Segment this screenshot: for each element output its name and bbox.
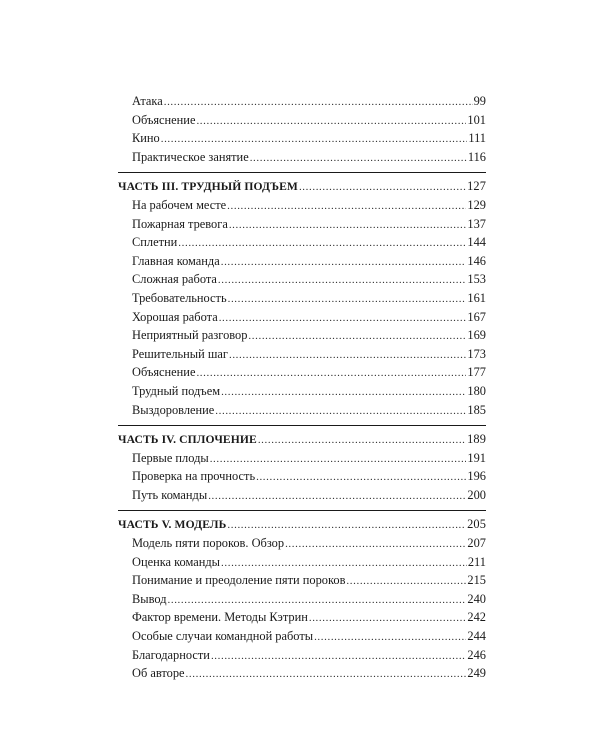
toc-entry-title: Выздоровление — [132, 402, 215, 417]
toc-entry-page: 207 — [467, 536, 486, 551]
toc-part-title: ЧАСТЬ V. МОДЕЛЬ — [118, 518, 227, 532]
dot-leader — [168, 591, 467, 610]
toc-entry-page: 242 — [467, 610, 486, 625]
toc-entry-title: Требовательность — [132, 290, 227, 305]
dot-leader — [208, 487, 466, 506]
toc-entry-title: Неприятный разговор — [132, 328, 248, 343]
toc-entry-title: Сложная работа — [132, 272, 217, 287]
toc-entry-title: Сплетни — [132, 235, 178, 250]
dot-leader — [256, 468, 466, 487]
toc-entry-page: 153 — [467, 272, 486, 287]
toc-entry[interactable] — [118, 590, 486, 609]
toc-entry-page: 215 — [467, 573, 486, 588]
toc-entry[interactable] — [118, 664, 486, 683]
toc-entry[interactable] — [118, 252, 486, 271]
toc-entry-title: Главная команда — [132, 253, 220, 268]
toc-entry-title: Благодарности — [132, 647, 210, 662]
toc-entry-title: Вывод — [132, 591, 167, 606]
dot-leader — [229, 346, 466, 365]
dot-leader — [227, 516, 466, 535]
dot-leader — [227, 197, 466, 216]
dot-leader — [229, 216, 467, 235]
toc-part-heading[interactable] — [118, 430, 486, 449]
dot-leader — [221, 554, 467, 573]
toc-entry[interactable] — [118, 345, 486, 364]
toc-entry-title: Пожарная тревога — [132, 216, 228, 231]
toc-entry-page: 101 — [467, 112, 486, 127]
toc-entry-page: 185 — [467, 402, 486, 417]
dot-leader — [186, 665, 467, 684]
section-divider — [118, 510, 486, 511]
table-of-contents — [118, 92, 486, 689]
section-divider — [118, 425, 486, 426]
dot-leader — [218, 271, 466, 290]
toc-entry-page: 196 — [467, 469, 486, 484]
toc-section-continuation — [118, 92, 486, 166]
toc-entry-title: Кино — [132, 131, 160, 146]
toc-entry-title: Путь команды — [132, 487, 208, 502]
toc-entry[interactable] — [118, 467, 486, 486]
dot-leader — [196, 112, 466, 131]
toc-entry-page: 180 — [467, 383, 486, 398]
dot-leader — [161, 130, 468, 149]
dot-leader — [210, 450, 467, 469]
dot-leader — [314, 628, 466, 647]
toc-entry-title: Понимание и преодоление пяти пороков — [132, 573, 346, 588]
toc-entry-title: Атака — [132, 94, 163, 108]
toc-entry-page: 191 — [467, 450, 486, 465]
toc-entry-page: 246 — [467, 647, 486, 662]
toc-entry-title: Особые случаи командной работы — [132, 629, 314, 644]
toc-entry[interactable] — [118, 129, 486, 148]
dot-leader — [248, 327, 466, 346]
toc-entry[interactable] — [118, 382, 486, 401]
dot-leader — [219, 309, 467, 328]
toc-entry[interactable] — [118, 270, 486, 289]
toc-entry-title: Трудный подъем — [132, 383, 221, 398]
dot-leader — [221, 253, 467, 272]
toc-entry-title: Модель пяти пороков. Обзор — [132, 536, 285, 551]
toc-entry-title: Первые плоды — [132, 450, 209, 465]
toc-entry-title: Оценка команды — [132, 554, 221, 569]
toc-entry-title: На рабочем месте — [132, 197, 227, 212]
dot-leader — [258, 431, 466, 450]
toc-entry-page: 211 — [467, 554, 486, 569]
toc-entry[interactable] — [118, 401, 486, 420]
toc-entry-page: 111 — [468, 131, 486, 146]
toc-entry[interactable] — [118, 571, 486, 590]
dot-leader — [215, 402, 466, 421]
toc-entry[interactable] — [118, 534, 486, 553]
toc-entry-page: 99 — [473, 94, 486, 108]
toc-part-page: 205 — [467, 517, 486, 532]
dot-leader — [228, 290, 467, 309]
dot-leader — [309, 609, 467, 628]
toc-entry[interactable] — [118, 486, 486, 505]
toc-entry-page: 137 — [467, 216, 486, 231]
toc-section-part5 — [118, 515, 486, 682]
toc-entry[interactable] — [118, 92, 486, 111]
toc-entry[interactable] — [118, 326, 486, 345]
toc-entry-page: 200 — [467, 487, 486, 502]
toc-entry-page: 249 — [467, 666, 486, 681]
dot-leader — [299, 178, 466, 197]
section-divider — [118, 172, 486, 173]
toc-entry-page: 167 — [467, 309, 486, 324]
toc-entry-page: 169 — [467, 328, 486, 343]
toc-entry-page: 240 — [467, 591, 486, 606]
toc-section-part4 — [118, 430, 486, 504]
toc-entry[interactable] — [118, 627, 486, 646]
dot-leader — [196, 364, 466, 383]
toc-part-title: ЧАСТЬ IV. СПЛОЧЕНИЕ — [118, 433, 257, 447]
toc-entry[interactable] — [118, 363, 486, 382]
toc-entry[interactable] — [118, 215, 486, 234]
dot-leader — [221, 383, 466, 402]
toc-entry-page: 161 — [467, 290, 486, 305]
dot-leader — [211, 647, 466, 666]
toc-part-page: 127 — [467, 179, 486, 194]
toc-entry[interactable] — [118, 608, 486, 627]
toc-entry[interactable] — [118, 308, 486, 327]
toc-entry[interactable] — [118, 449, 486, 468]
toc-part-heading[interactable] — [118, 515, 486, 534]
toc-entry[interactable] — [118, 148, 486, 167]
dot-leader — [346, 572, 466, 591]
toc-part-heading[interactable] — [118, 177, 486, 196]
dot-leader — [164, 93, 473, 112]
toc-entry-title: Проверка на прочность — [132, 469, 256, 484]
dot-leader — [178, 234, 466, 253]
toc-entry-title: Хорошая работа — [132, 309, 218, 324]
toc-entry-title: Практическое занятие — [132, 149, 249, 164]
toc-entry[interactable] — [118, 233, 486, 252]
dot-leader — [250, 149, 467, 168]
toc-entry-title: Фактор времени. Методы Кэтрин — [132, 610, 308, 625]
toc-part-page: 189 — [467, 432, 486, 447]
toc-entry[interactable] — [118, 196, 486, 215]
toc-entry-page: 129 — [467, 197, 486, 212]
toc-entry-title: Объяснение — [132, 112, 196, 127]
toc-entry-title: Объяснение — [132, 365, 196, 380]
toc-part-title: ЧАСТЬ III. ТРУДНЫЙ ПОДЪЕМ — [118, 180, 298, 194]
toc-entry[interactable] — [118, 111, 486, 130]
toc-entry-title: Решительный шаг — [132, 346, 228, 361]
toc-entry-page: 177 — [467, 365, 486, 380]
toc-section-part3 — [118, 177, 486, 419]
toc-entry-page: 173 — [467, 346, 486, 361]
dot-leader — [285, 535, 466, 554]
toc-entry-page: 116 — [467, 149, 486, 164]
toc-entry[interactable] — [118, 553, 486, 572]
toc-entry-page: 244 — [467, 629, 486, 644]
toc-entry-page: 144 — [467, 235, 486, 250]
toc-entry-title: Об авторе — [132, 666, 185, 681]
toc-entry-page: 146 — [467, 253, 486, 268]
toc-entry[interactable] — [118, 646, 486, 665]
toc-entry[interactable] — [118, 289, 486, 308]
